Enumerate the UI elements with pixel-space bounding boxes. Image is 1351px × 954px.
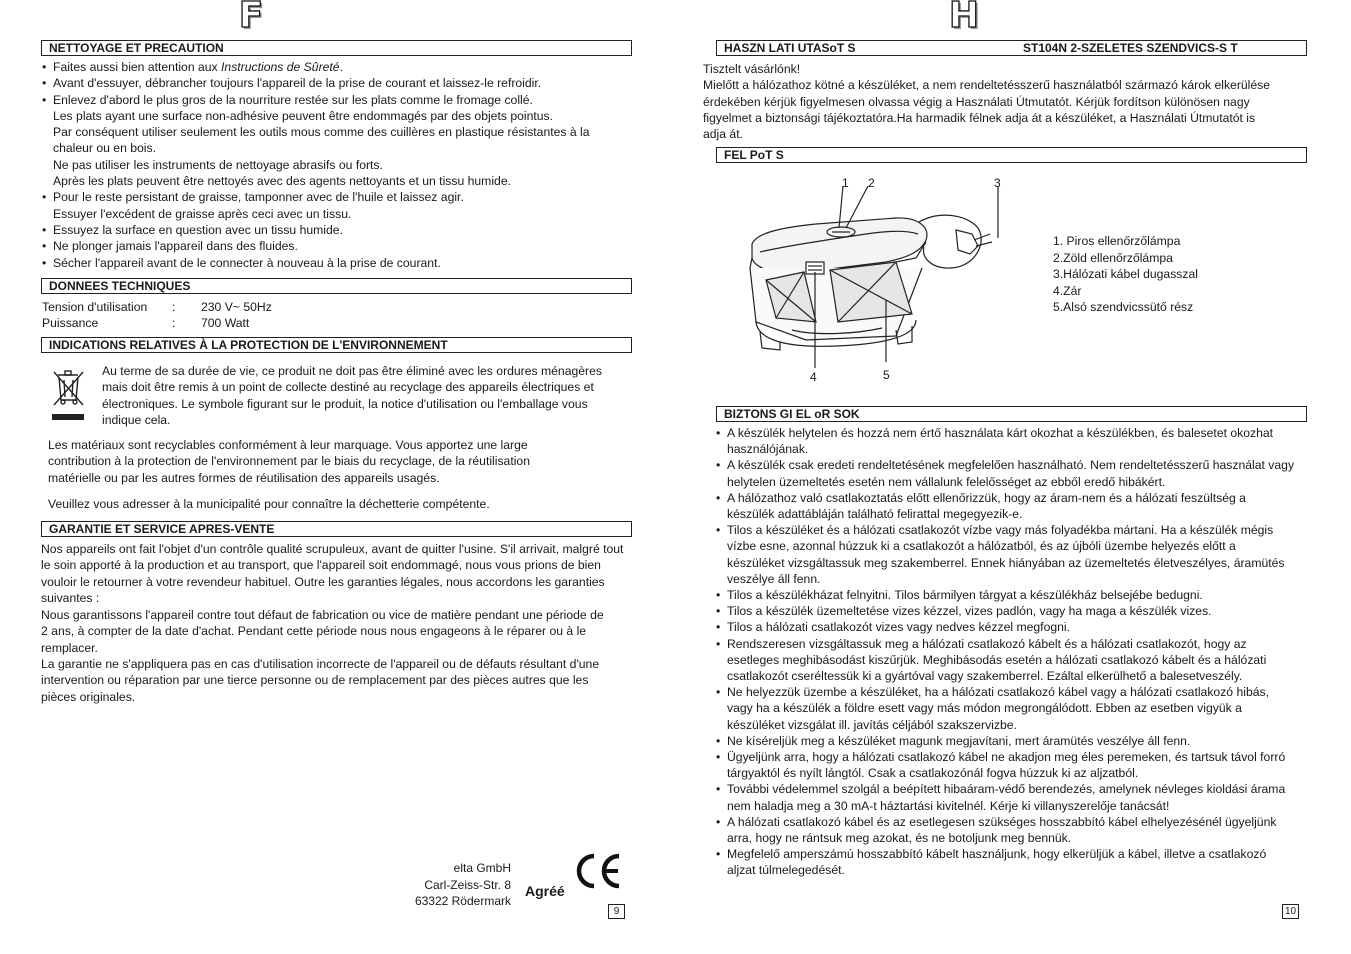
intro-paragraph: Mielőtt a hálózathoz kötné a készüléket, a nem rendeltetésszerű használatból származó károk elkerülése érdekében kérjük figyelmesen olvassa végig a Használati Útmutatót. Kérjük fordítson különösen nagy figyelmet a biztonsági tájékoztatóra.Ha harmadik félnek adja át a készüléket, a Használati Útmutatót is adja át. (703, 78, 1271, 142)
bullet: • (716, 636, 721, 651)
list-item (715, 636, 1295, 685)
language-letter-h: H (948, 0, 980, 36)
page-number: 9 (608, 904, 625, 919)
list-item (715, 619, 1295, 635)
bullet: • (716, 588, 721, 603)
safety-item-text: A készülék csak eredeti rendeltetésének megfelelően használható. Nem rendeltetésszerű használat vagy helytelen üzemeltetés esetén nem vállalunk felelősséget az ebből eredő hibákért. (727, 458, 1295, 489)
list-item: • Faites aussi bien attention aux Instructions de Sûreté. (42, 60, 343, 74)
list-item (715, 522, 1295, 587)
safety-item-text: Ne kíséreljük meg a készüléket magunk megjavítani, mert áramütés veszélye áll fenn. (727, 733, 1191, 748)
list-item (715, 733, 1295, 749)
list-item (715, 603, 1295, 619)
list-item (715, 490, 1295, 522)
list-item (715, 684, 1295, 733)
section-title-parts: FEL PoT S (716, 147, 1307, 163)
continuation-text: Après les plats peuvent être nettoyés avec des agents nettoyants et un tissu humide. (53, 174, 511, 189)
environment-text: Au terme de sa durée de vie, ce produit ne doit pas être éliminé avec les ordures ménagères mais doit être remis à un point de collecte destiné au recyclage des appareils électriques et électroniques. Le symbole figurant sur le produit, la notice d'utilisation ou l'emballage vous indique cela. (102, 364, 602, 427)
safety-item-text: Ügyeljünk arra, hogy a hálózati csatlakozó kábel ne akadjon meg éles peremeken, és tartsuk távol forró tárgyaktól és nyílt lángtól. Csak a csatlakozónál fogva húzzuk ki az aljzatból. (727, 750, 1286, 781)
address-line: 63322 Rödermark (414, 894, 511, 908)
spec-value: 230 V~ 50Hz (201, 300, 272, 314)
list-item: • Enlevez d'abord le plus gros de la nourriture restée sur les plats comme le fromage collé. (42, 92, 533, 107)
callout-number: 4 (810, 370, 817, 384)
spec-label: Puissance (42, 316, 99, 330)
safety-item-text: Tilos a készülék üzemeltetése vizes kézzel, vizes padlón, vagy ha maga a készülék vizes. (727, 604, 1212, 619)
callout-number: 5 (883, 368, 890, 382)
bullet: • (716, 523, 721, 538)
address-line: Carl-Zeiss-Str. 8 (424, 877, 511, 892)
environment-text: Veuillez vous adresser à la municipalité pour connaître la déchetterie compétente. (48, 497, 490, 511)
list-item (715, 587, 1295, 603)
agree-label: Agréé (525, 883, 565, 899)
nettoyage-list (41, 59, 625, 271)
callout-number: 1 (842, 176, 849, 190)
garantie-text: Nos appareils ont fait l'objet d'un contrôle qualité scrupuleux, avant de quitter l'usine. S'il arrivait, malgré tout le soin apporté à la production et au transport, que l'appareil soit endommagé, nous vous prions de bien vouloir le retourner à votre revendeur habituel. Outre les garanties légales, nous accordons les garanties suivantes : (41, 542, 624, 605)
bullet: • (716, 426, 721, 440)
spec-separator: : (172, 300, 176, 314)
list-item: • Sécher l'appareil avant de le connecter à nouveau à la prise de courant. (42, 255, 441, 270)
safety-item-text: Tilos a hálózati csatlakozót vizes vagy nedves kézzel megfogni. (727, 620, 1070, 635)
list-item (715, 846, 1295, 878)
continuation-text: Par conséquent utiliser seulement les outils mous comme des cuillères en plastique résistantes à la chaleur ou en bois. (53, 125, 590, 156)
safety-item-text: A hálózathoz való csatlakoztatás előtt ellenőrizzük, hogy az áram-nem és a hálózati feszültség a készülék adattábláján található felirattal megegyezik-e. (727, 490, 1246, 522)
safety-item-text: Tilos a készülékházat felnyitni. Tilos bármilyen tárgyat a készülékház belsejébe bedugni. (727, 588, 1203, 603)
continuation-text: Ne pas utiliser les instruments de nettoyage abrasifs ou forts. (53, 157, 383, 172)
bullet: • (716, 782, 721, 797)
manufacturer-address (381, 860, 511, 910)
list-item (715, 781, 1295, 813)
safety-item-text: Megfelelő amperszámú hosszabbító kábelt használjunk, hogy elkerüljük a kábel, illetve a csatlakozó aljzat túlmelegedését. (727, 847, 1267, 878)
legend-item: 5.Alsó szendvicssütő rész (1053, 300, 1194, 315)
safety-item-text: További védelemmel szolgál a beépített hibaáram-védő berendezés, amelynek névleges kioldási árama nem haladja meg a 30 mA-t háztartási kivitelnél. Kérje ki villanyszerelője tanácsát! (727, 782, 1286, 813)
section-title-environnement: INDICATIONS RELATIVES À LA PROTECTION DE L'ENVIRONNEMENT (41, 337, 632, 353)
page-number: 10 (1282, 904, 1299, 919)
bullet: • (716, 847, 721, 862)
legend-item: 2.Zöld ellenőrzőlámpa (1053, 250, 1173, 265)
safety-item-text: Tilos a készüléket és a hálózati csatlakozót vízbe vagy más folyadékba mártani. Ha a készülék mégis vízbe esne, azonnal húzzuk ki a csatlakozót a hálózatból, és az újbóli üzembe helyezés előtt a készüléket vizsgáltassuk meg szakemberrel. Ennek hiányában az üzemeltetés életveszélyes, áramütés veszélye áll fenn. (727, 523, 1285, 586)
legend-item: 4.Zár (1053, 283, 1082, 298)
safety-item-text: A hálózati csatlakozó kábel és az esetlegesen szükséges hosszabbító kábel elhelyezésénél ügyeljünk arra, hogy ne rántsuk meg azokat, és ne botoljunk meg bennük. (727, 814, 1277, 846)
list-item (715, 814, 1295, 846)
parts-legend (1053, 233, 1198, 316)
continuation-text: Les plats ayant une surface non-adhésive peuvent être endommagés par des objets pointus. (53, 108, 554, 123)
list-item: • Avant d'essuyer, débrancher toujours l'appareil de la prise de courant et laissez-le refroidir. (42, 76, 542, 91)
address-line: elta GmbH (453, 861, 511, 875)
list-item: • Ne plonger jamais l'appareil dans des fluides. (42, 239, 298, 254)
list-item: • Essuyez la surface en question avec un tissu humide. (42, 222, 343, 237)
garantie-text: Nous garantissons l'appareil contre tout défaut de fabrication ou vice de matière pendant une période de 2 ans, à compter de la date d'achat. Pendant cette période nous nous engageons à le réparer ou à le remplacer. (41, 608, 604, 655)
manual-title: HASZN LATI UTASoT S (724, 41, 856, 55)
section-title-nettoyage: NETTOYAGE ET PRECAUTION (41, 40, 632, 56)
list-item (715, 457, 1295, 489)
language-letter-f: F (238, 0, 264, 36)
bullet: • (716, 814, 721, 829)
list-item: • Pour le reste persistant de graisse, tamponner avec de l'huile et laissez agir. (42, 190, 464, 205)
bullet: • (716, 604, 721, 619)
bullet: • (716, 620, 721, 635)
section-title-safety: BIZTONS GI EL oR SOK (716, 406, 1307, 422)
spec-value: 700 Watt (201, 316, 250, 330)
bullet: • (716, 733, 721, 748)
bullet: • (716, 685, 721, 700)
callout-number: 2 (868, 176, 875, 190)
legend-item: 1. Piros ellenőrzőlámpa (1053, 234, 1181, 248)
section-title-donnees: DONNEES TECHNIQUES (41, 278, 632, 294)
sandwich-maker-diagram (746, 172, 1046, 384)
legend-item: 3.Hálózati kábel dugasszal (1053, 267, 1198, 282)
continuation-text: Essuyer l'excédent de graisse après ceci avec un tissu. (53, 206, 352, 221)
safety-item-text: Ne helyezzük üzembe a készüléket, ha a hálózati csatlakozó kábel vagy a hálózati csatlakozó hibás, vagy ha a készülék a földre esett vagy más módon megrongálódott. Ebben az esetben vigyük a készüléket vizsgálat ill. javítás céljából szakszervizbe. (727, 685, 1269, 732)
environment-text: Les matériaux sont recyclables conformément à leur marquage. Vous apportez une large contribution à la protection de l'environnement par le biais du recyclage, de la réutilisation matérielle ou par les autres formes de réutilisation des appareils usagés. (48, 438, 530, 485)
spec-label: Tension d'utilisation (42, 300, 148, 314)
safety-item-text: Rendszeresen vizsgáltassuk meg a hálózati csatlakozó kábelt és a hálózati csatlakozót, hogy az esetleges meghibásodást kiszűrjük. Meghibásodás esetén a hálózati csatlakozó kábelt és a hálózati csatlakozót cseréltessük ki a gyártóval vagy szakemberrel. Ezáltal elkerülhető a balesetveszély. (727, 636, 1267, 684)
weee-bin-icon (49, 366, 89, 422)
section-title-header (716, 40, 1307, 56)
bullet: • (716, 458, 721, 473)
intro-text (703, 61, 1278, 142)
greeting: Tisztelt vásárlónk! (703, 62, 801, 76)
model-title: ST104N 2-SZELETES SZENDVICS-S T (1023, 41, 1238, 55)
spec-separator: : (172, 316, 176, 330)
bullet: • (716, 750, 721, 765)
garantie-text: La garantie ne s'appliquera pas en cas d'utilisation incorrecte de l'appareil ou de défauts résultant d'une intervention ou réparation par une tierce personne ou de remplacement par des pièces autres que les pièces originales. (41, 657, 600, 704)
list-item (715, 749, 1295, 781)
list-item (715, 425, 1295, 457)
safety-list (715, 425, 1295, 879)
safety-item-text: A készülék helytelen és hozzá nem értő használata kárt okozhat a készülékben, és balesetet okozhat használójának. (727, 426, 1274, 457)
section-title-garantie: GARANTIE ET SERVICE APRES-VENTE (41, 521, 632, 537)
bullet: • (716, 490, 721, 505)
callout-number: 3 (994, 176, 1001, 190)
ce-mark-icon (572, 851, 626, 891)
